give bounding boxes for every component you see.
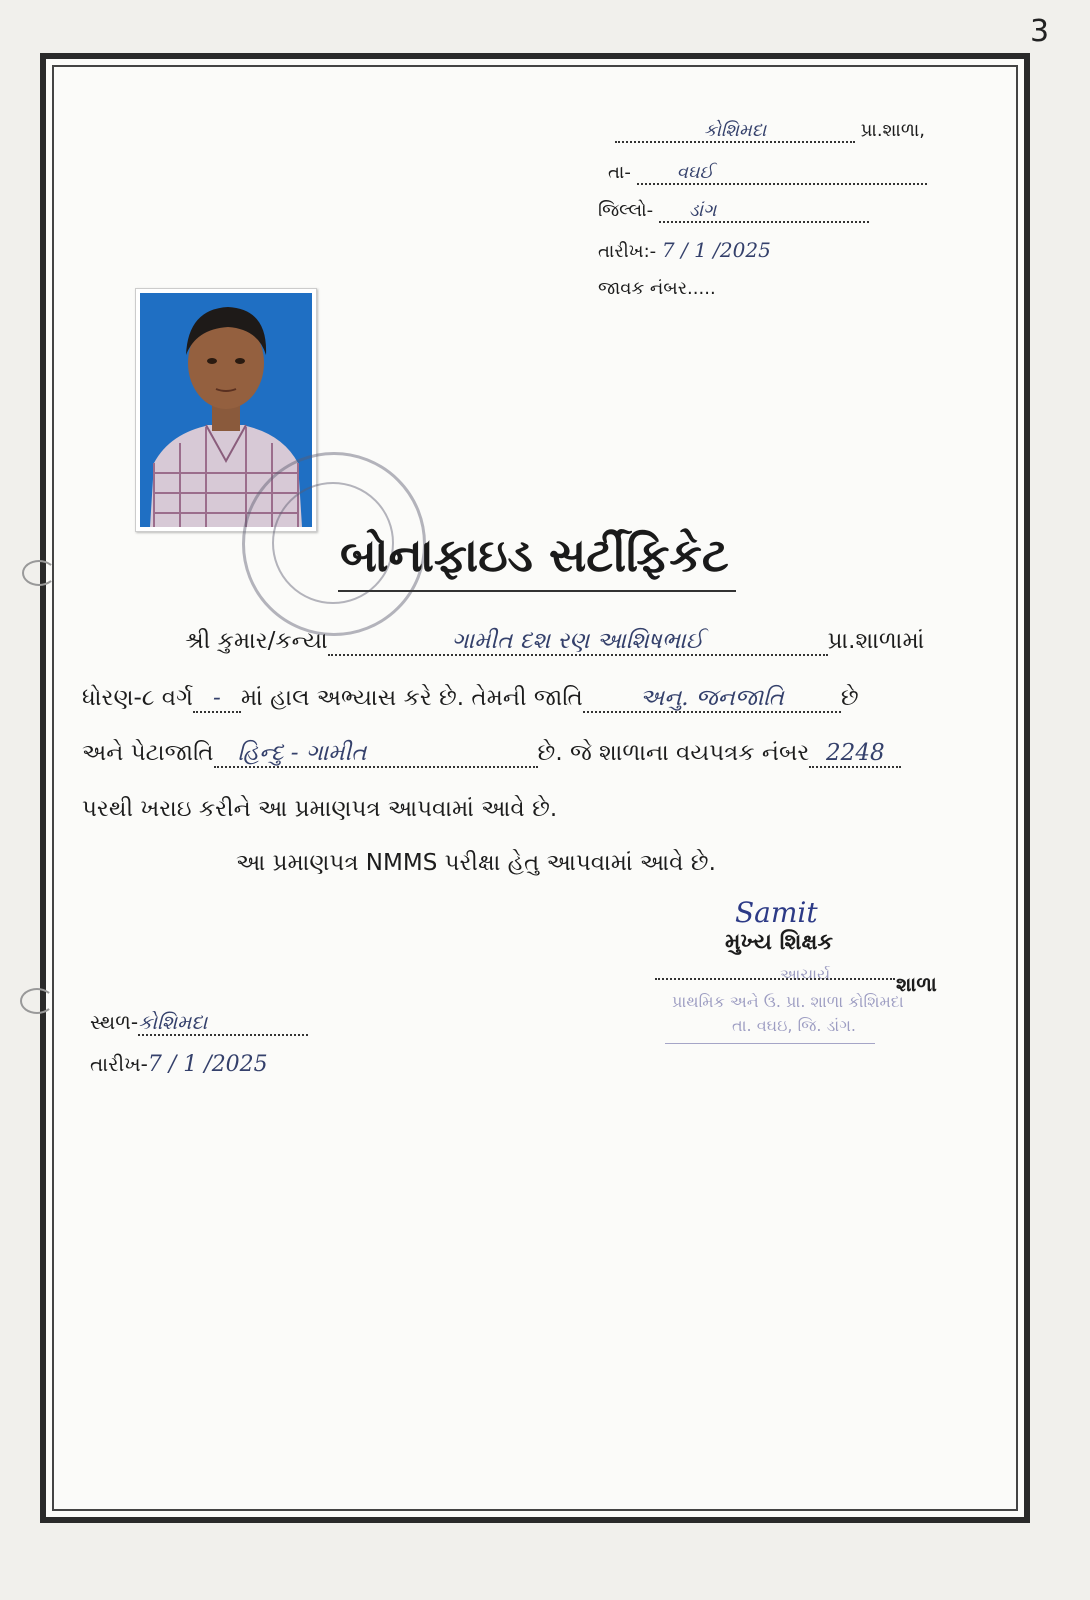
class-handwritten: - [193, 685, 241, 713]
certificate-inner-border [52, 65, 1018, 1511]
header-date-line [598, 238, 771, 262]
page-number: 3 [1030, 14, 1050, 49]
footer-date-handwritten: 7 / 1 /2025 [147, 1052, 268, 1077]
title-underline [338, 590, 736, 592]
stamp-underline [665, 1043, 875, 1044]
student-prefix: શ્રી કુમાર/કન્યા [185, 628, 328, 654]
standard-label: ધોરણ-૮ વર્ગ [82, 685, 193, 711]
school-name-handwritten: કોશિમદા [615, 120, 855, 143]
footer-place-line [90, 1010, 308, 1036]
body-line-5: આ પ્રમાણપત્ર NMMS પરીક્ષા હેતુ આપવામાં આવે છે. [236, 850, 716, 876]
student-name-handwritten: ગામીત દશ રણ આશિષભાઈ [328, 628, 828, 656]
stamp-school-name: પ્રાથમિક અને ઉ. પ્રા. શાળા કોશિમદા [672, 992, 904, 1011]
principal-designation: મુખ્ય શિક્ષક [725, 930, 834, 955]
place-handwritten: કોશિમદા [138, 1010, 308, 1036]
date-label: તારીખ:- [598, 241, 657, 262]
header-district-line [598, 200, 869, 223]
taluka-handwritten: વઘઈ [637, 162, 927, 185]
register-text: છે. જે શાળાના વયપત્રક નંબર [537, 740, 810, 766]
stamp-acharya: આચાર્ય [780, 965, 831, 984]
stamp-address: તા. વઘઇ, જિ. ડાંગ. [732, 1016, 856, 1035]
register-number-handwritten: 2248 [809, 740, 901, 768]
body-line-2 [82, 685, 859, 713]
principal-signature: Samit [735, 896, 818, 929]
footer-date-label: તારીખ- [90, 1052, 148, 1076]
header-school-line [615, 120, 925, 143]
footer-date-line [90, 1052, 268, 1077]
body-line-3 [82, 740, 901, 768]
header-taluka-line [608, 162, 927, 185]
caste-handwritten: અનુ. જનજાતિ [583, 685, 841, 713]
binder-hole-top [22, 560, 56, 586]
outward-number: જાવક નંબર..... [598, 278, 716, 299]
district-label: જિલ્લો- [598, 200, 654, 221]
school-name-dotted-line [655, 978, 895, 980]
subcaste-label: અને પેટાજાતિ [82, 740, 214, 766]
signature-school-suffix: શાળા [896, 972, 937, 996]
school-suffix-body: પ્રા.શાળામાં [827, 628, 925, 654]
body-line-4: પરથી ખરાઇ કરીને આ પ્રમાણપત્ર આપવામાં આવે છે. [82, 796, 558, 822]
caste-suffix: છે [840, 685, 859, 711]
subcaste-handwritten: હિન્દુ - ગામીત [214, 740, 538, 768]
study-text: માં હાલ અભ્યાસ કરે છે. તેમની જાતિ [240, 685, 583, 711]
taluka-label: તા- [608, 162, 631, 183]
binder-hole-bottom [20, 988, 54, 1014]
date-handwritten: 7 / 1 /2025 [661, 238, 771, 262]
school-suffix: પ્રા.શાળા, [860, 120, 926, 141]
body-line-1 [185, 628, 924, 656]
certificate-title: બોનાફાઇડ સર્ટીફિકેટ [340, 528, 729, 582]
place-label: સ્થળ- [90, 1010, 139, 1034]
district-handwritten: ડાંગ [659, 200, 869, 223]
